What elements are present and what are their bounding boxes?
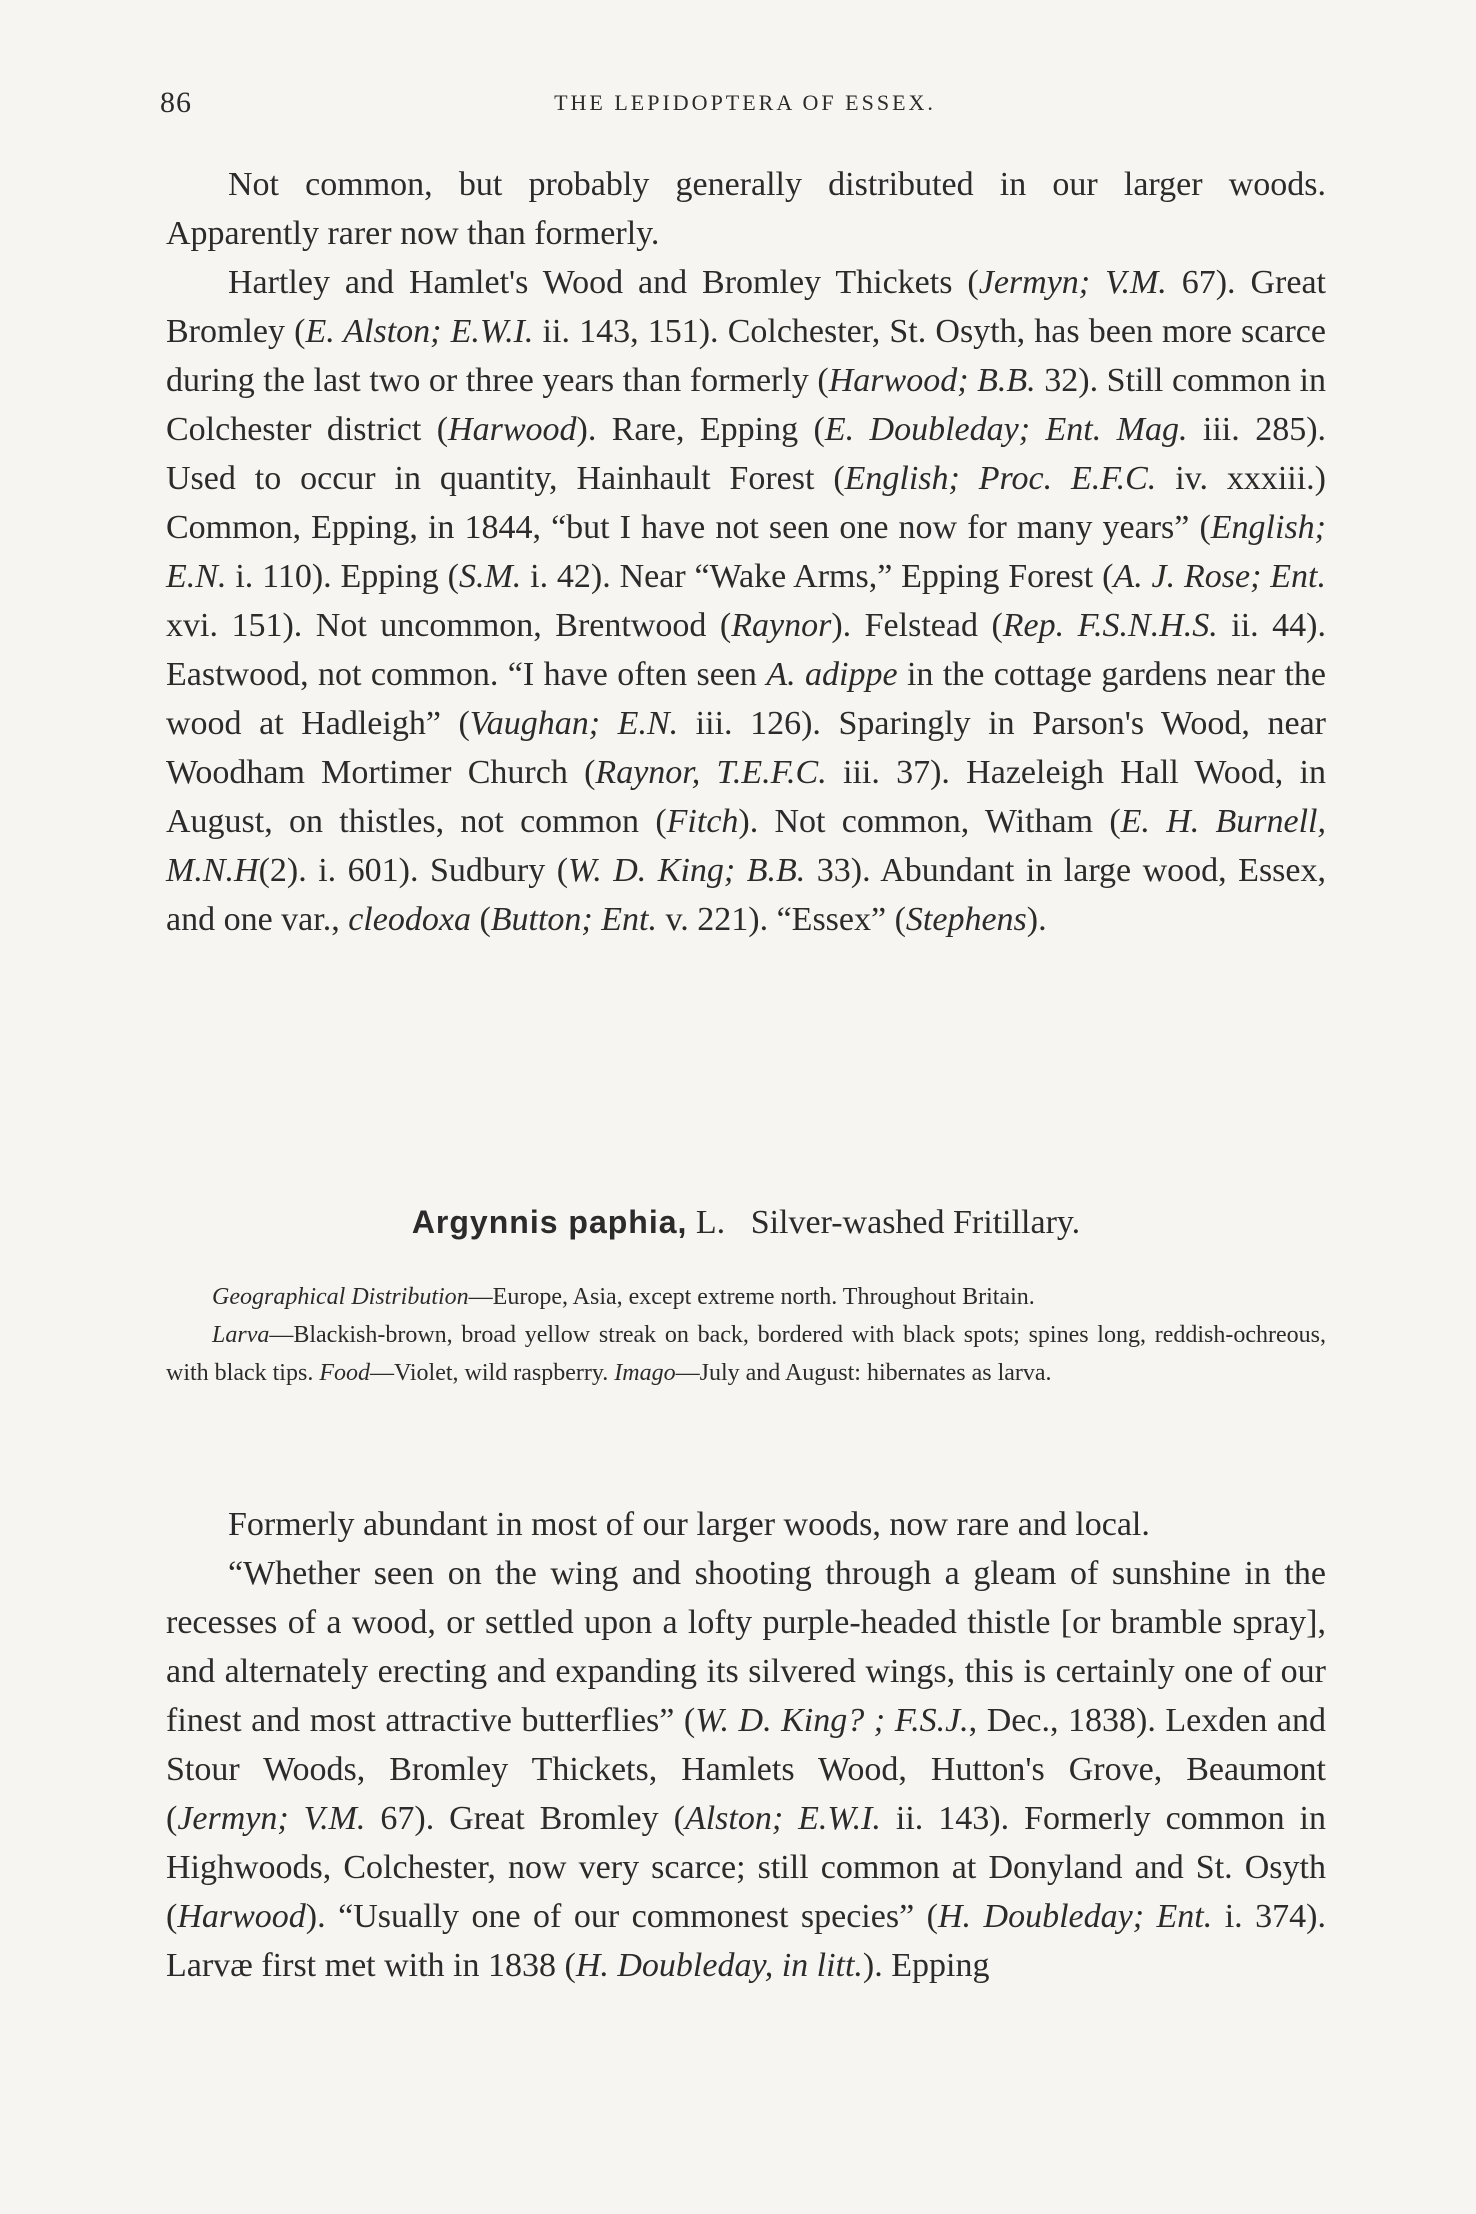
species-description [166, 1278, 1326, 1392]
citation: H. Doubleday, in litt. [575, 1947, 863, 1984]
citation: Jermyn; V.M. [177, 1800, 366, 1837]
top-section [166, 160, 1326, 944]
text-run: (2). i. 601). Sudbury ( [258, 852, 569, 889]
page-number: 86 [160, 86, 192, 119]
text-run: —Blackish-brown, broad yellow streak on back, bordered with black spots; spines long, reddish-ochreous, with black tips. [166, 1322, 1326, 1386]
text-run: ii. 143, 151). Colchester, St. Osyth, has been more scarce during the last two or three years than formerly ( [166, 313, 1326, 399]
text-run: 32). Still common in Colchester district ( [166, 362, 1326, 448]
species-author: L. [687, 1204, 726, 1241]
text-run: 33). Abundant in large wood, Essex, and one var., [166, 852, 1326, 938]
text-run: —Violet, wild raspberry. [370, 1360, 615, 1386]
text-run: 67). Great Bromley ( [365, 1800, 685, 1837]
citation: W. D. King? ; F.S.J. [695, 1702, 969, 1739]
text-run: xvi. 151). Not uncommon, Brentwood ( [166, 607, 732, 644]
citation: Harwood [177, 1898, 306, 1935]
citation: H. Doubleday; Ent. [937, 1898, 1213, 1935]
label: Geographical Distribution [212, 1284, 469, 1310]
citation: Stephens [905, 901, 1027, 938]
text-run: i. 374). Larvæ first met with in 1838 ( [166, 1898, 1326, 1984]
citation: English; E.N. [166, 509, 1326, 595]
text-run: 67). Great Bromley ( [166, 264, 1327, 350]
citation: Button; Ent. [490, 901, 657, 938]
text-run: ). Not common, Witham ( [738, 803, 1121, 840]
citation: Rep. F.S.N.H.S. [1002, 607, 1218, 644]
citation: Raynor [731, 607, 832, 644]
citation: Jermyn; V.M. [978, 264, 1167, 301]
status-paragraph: Formerly abundant in most of our larger woods, now rare and local. [228, 1506, 1150, 1543]
species-heading [166, 1198, 1326, 1247]
citation: English; Proc. E.F.C. [844, 460, 1157, 497]
citation: W. D. King; B.B. [568, 852, 806, 889]
text-run: ii. 143). Formerly common in Highwoods, Colchester, now very scarce; still common at Donyland and St. Osyth ( [166, 1800, 1326, 1935]
citation: Raynor, T.E.F.C. [595, 754, 827, 791]
page-header [160, 86, 1330, 126]
text-run: i. 42). Near “Wake Arms,” Epping Forest ( [521, 558, 1114, 595]
text-run: Hartley and Hamlet's Wood and Bromley Thickets ( [228, 264, 979, 301]
citation: Alston; E.W.I. [684, 1800, 881, 1837]
label: Larva [212, 1322, 270, 1348]
text-run: iii. 37). Hazeleigh Hall Wood, in August, on thistles, not common ( [166, 754, 1327, 840]
text-run: v. 221). “Essex” ( [656, 901, 906, 938]
text-run: —July and August: hibernates as larva. [675, 1360, 1052, 1386]
species-name: A. adippe [766, 656, 898, 693]
text-run: iii. 126). Sparingly in Parson's Wood, near Woodham Mortimer Church ( [166, 705, 1326, 791]
text-run: ). Felstead ( [831, 607, 1003, 644]
common-name: Silver-washed Fritillary. [750, 1204, 1081, 1241]
text-run: ). [1026, 901, 1047, 938]
citation: Harwood [448, 411, 577, 448]
label: Imago [614, 1360, 676, 1386]
citation: S.M. [458, 558, 522, 595]
text-run: ). Rare, Epping ( [576, 411, 825, 448]
intro-paragraph: Not common, but probably generally distributed in our larger woods. Apparently rarer now than formerly. [166, 166, 1326, 252]
text-run: ii. 44). Eastwood, not common. “I have often seen [166, 607, 1326, 693]
text-run: “Whether seen on the wing and shooting through a gleam of sunshine in the recesses of a wood, or settled upon a lofty purple-headed thistle [or bramble spray], and alternately erecting and expanding its silvered wings, this is certainly one of our finest and most attractive butterflies” ( [166, 1555, 1326, 1739]
text-run: , Dec., 1838). Lexden and Stour Woods, Bromley Thickets, Hamlets Wood, Hutton's Grove, Beaumont ( [166, 1702, 1326, 1837]
citation: E. Alston; E.W.I. [305, 313, 534, 350]
geographical-distribution [166, 1278, 1326, 1316]
text-run: iv. xxxiii.) Common, Epping, in 1844, “but I have not seen one now for many years” ( [166, 460, 1326, 546]
text-run: ). “Usually one of our commonest species” ( [305, 1898, 938, 1935]
running-head: THE LEPIDOPTERA OF ESSEX. [554, 90, 936, 115]
text-run: in the cottage gardens near the wood at Hadleigh” ( [166, 656, 1326, 742]
citation: E. H. Burnell, M.N.H [166, 803, 1326, 889]
citation: Fitch [666, 803, 739, 840]
citation: A. J. Rose; Ent. [1113, 558, 1326, 595]
citation: Harwood; B.B. [828, 362, 1036, 399]
records-paragraph [166, 1549, 1326, 1990]
larva-food-imago [166, 1316, 1326, 1392]
text-run: i. 110). Epping ( [226, 558, 459, 595]
species-name: Argynnis paphia, [411, 1204, 688, 1240]
text-run: ). Epping [862, 1947, 990, 1984]
text-run: ( [470, 901, 491, 938]
localities-paragraph [166, 258, 1326, 944]
text-run: —Europe, Asia, except extreme north. Throughout Britain. [468, 1284, 1035, 1310]
citation: E. Doubleday; Ent. Mag. [824, 411, 1188, 448]
citation: Vaughan; E.N. [469, 705, 679, 742]
text-run: iii. 285). Used to occur in quantity, Hainhault Forest ( [166, 411, 1327, 497]
variety-name: cleodoxa [348, 901, 471, 938]
bottom-section [166, 1500, 1326, 1990]
label: Food [319, 1360, 370, 1386]
